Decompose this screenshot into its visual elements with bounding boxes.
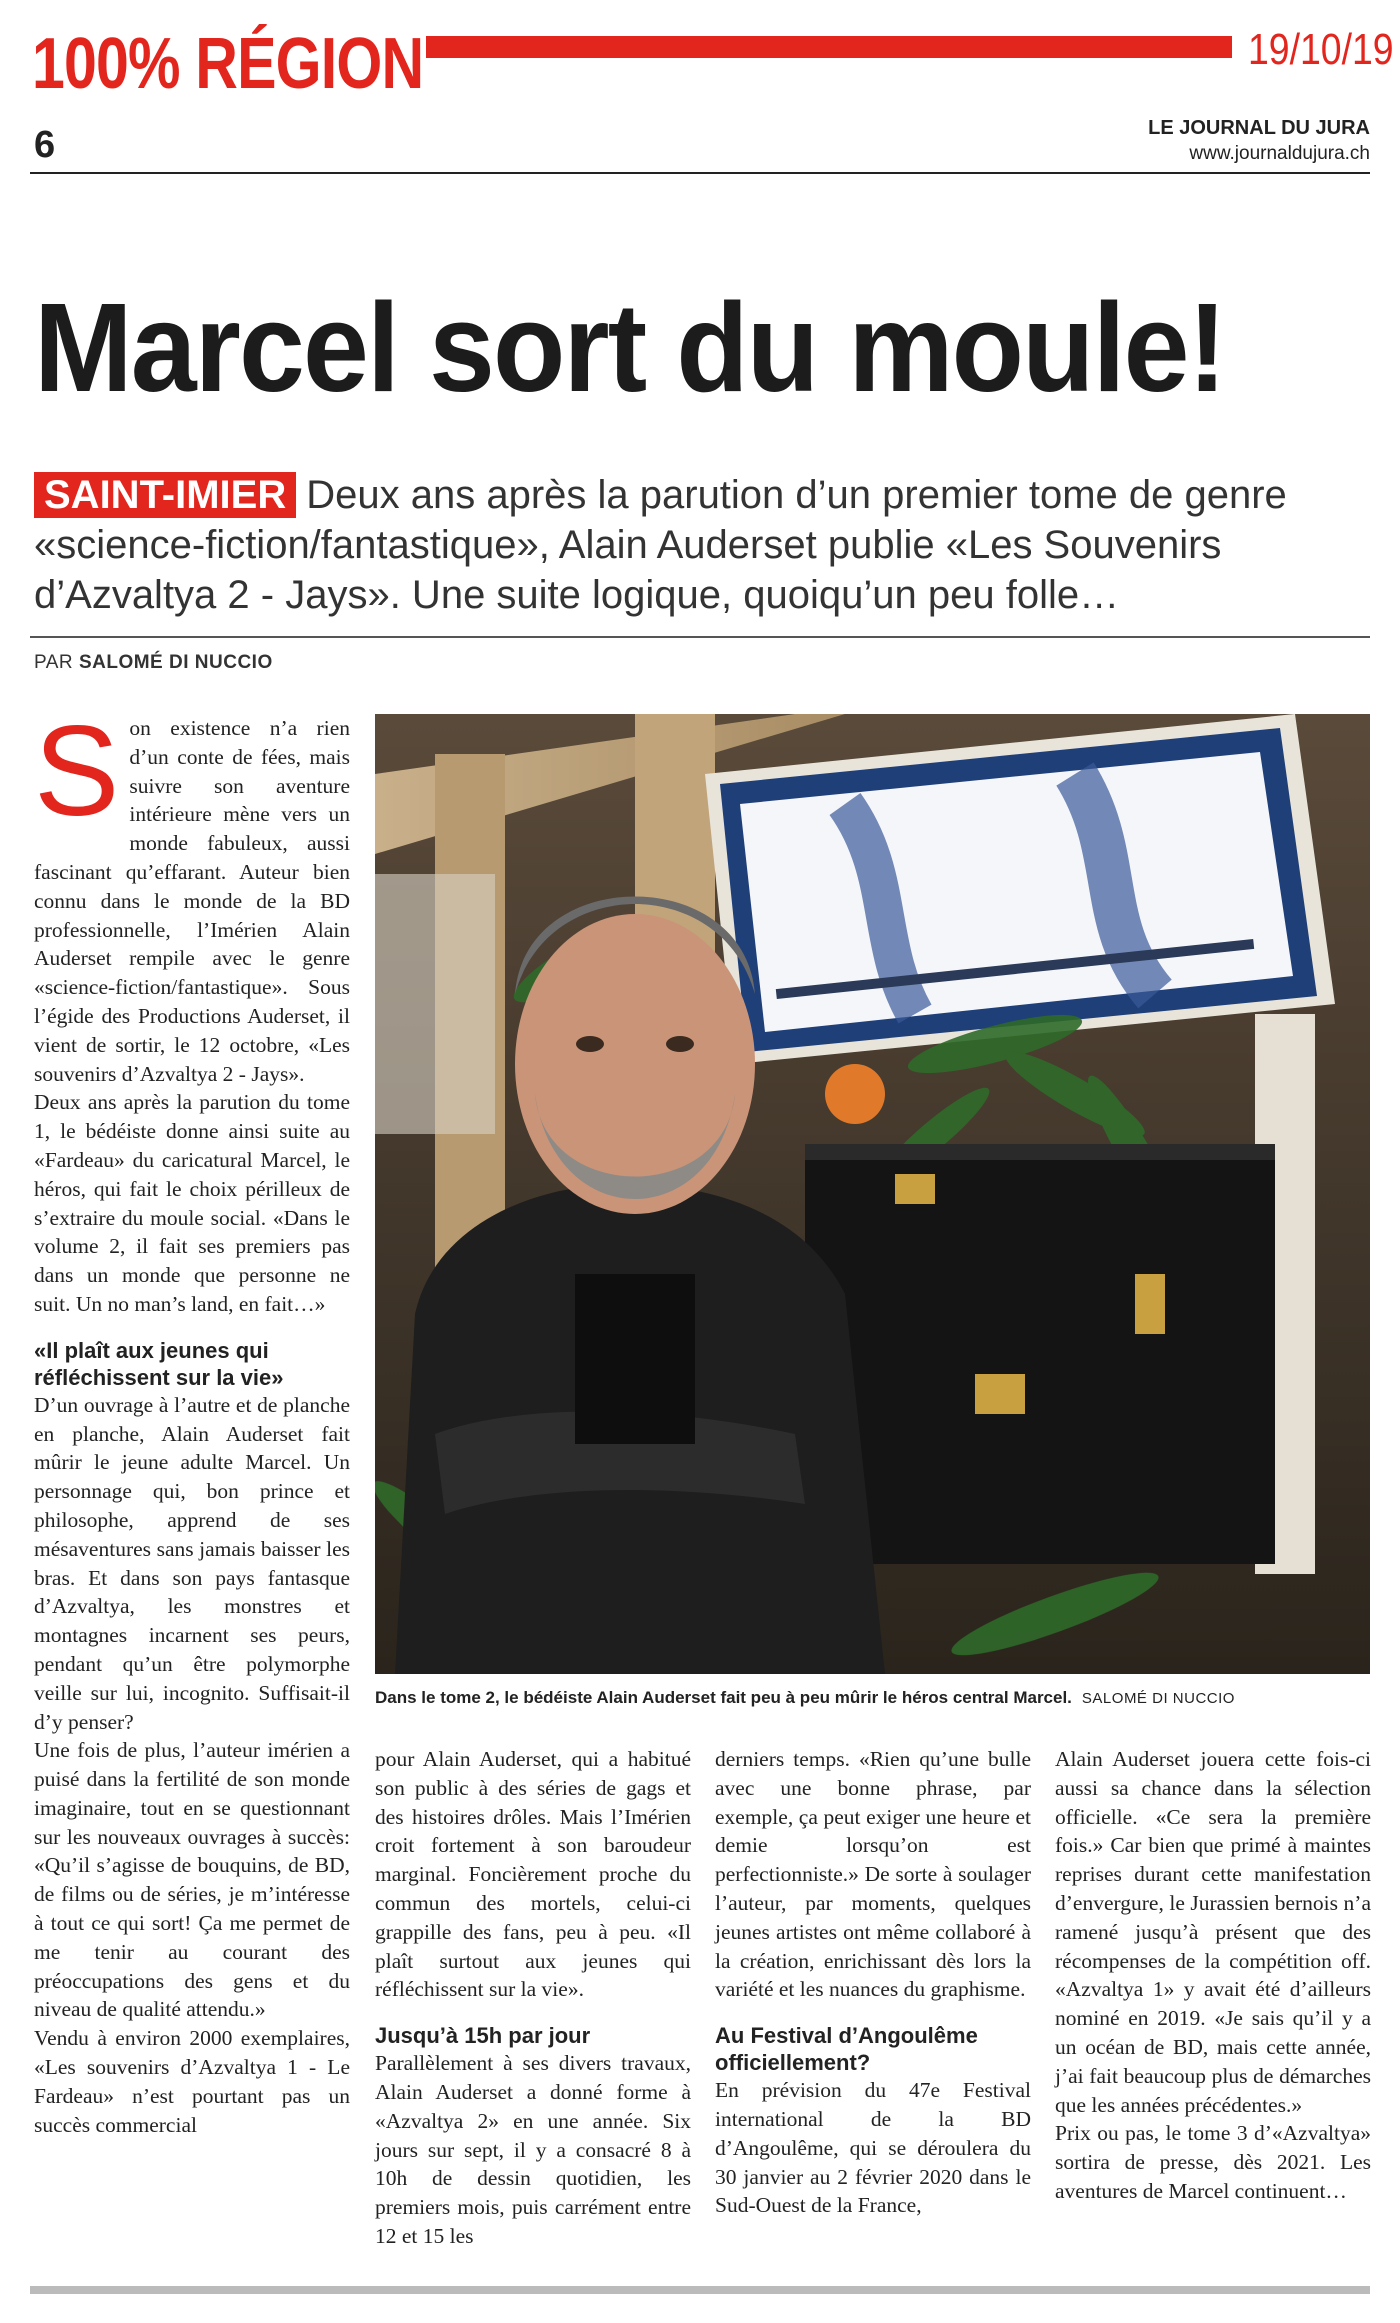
byline-prefix: PAR (34, 652, 74, 673)
paragraph: Deux ans après la parution du tome 1, le bédéiste donne ainsi suite au «Fardeau» du caricatural Marcel, le héros, qui fait le choix périlleux de s’extraire du moule social. «Dans le volume 2, il fait ses premiers pas dans un monde que personne ne suit. Un no man’s land, en fait…» (34, 1090, 350, 1316)
paragraph-text: on existence n’a rien d’un conte de fées, mais suivre son aventure intérieure mène vers un monde fabuleux, aussi fascinant qu’effarant. Auteur bien connu dans le monde de la BD professionnelle, l’Imérien Alain Auderset rempile avec le genre «science-fiction/fantastique». Sous l’égide des Productions Auderset, il vient de sortir, le 12 octobre, «Les souvenirs d’Azvaltya 2 - Jays». (34, 716, 350, 1086)
article-lead (34, 470, 1374, 620)
author-name: SALOMÉ DI NUCCIO (78, 652, 273, 673)
paragraph: Alain Auderset jouera cette fois-ci aussi sa chance dans la sélection officielle. «Ce sera la première fois.» Car bien que primé à maintes reprises durant cette manifestation d’envergure, le Jurassien bernois n’a ramené jusqu’à présent que des récompenses de la compétition off. «Azvaltya 1» y avait été d’ailleurs nominé en 2019. «Je sais qu’il y a un océan de BD, mais cette année, j’ai fait beaucoup plus de démarches que les années précédentes.» (1055, 1747, 1371, 2117)
paragraph: D’un ouvrage à l’autre et de planche en planche, Alain Auderset fait mûrir le jeune adulte Marcel. Un personnage qui, bon prince et philosophe, apprend de ses mésaventures sans jamais baisser les bras. Et dans son pays fantasque d’Azvaltya, les monstres et montagnes incarnent ses peurs, pendant qu’un être polymorphe veille sur lui, incognito. Suffisait-il d’y penser? (34, 1392, 350, 1734)
paragraph: Une fois de plus, l’auteur imérien a puisé dans la fertilité de son monde imaginaire, tout en se questionnant sur les nouveaux ouvrages à succès: «Qu’il s’agisse de bouquins, de BD, de films ou de séries, je m’intéresse à tout ce qui sort! Ça me permet de me tenir au courant des préoccupations des gens et du niveau de qualité attendu.» (34, 1738, 350, 2022)
lead-line-2: «science-fiction/fantastique», Alain Auderset publie «Les Souvenirs (34, 523, 1222, 567)
newspaper-website[interactable]: www.journaldujura.ch (1189, 143, 1370, 164)
paragraph: pour Alain Auderset, qui a habitué son public à des séries de gags et des histoires drôles. Mais l’Imérien croit fortement à son baroudeur marginal. Foncièrement proche du commun des mortels, celui-ci grappille des fans, peu à peu. «Il plaît surtout aux jeunes qui réfléchissent sur la vie». (375, 1747, 691, 2002)
byline (34, 652, 273, 674)
paragraph: Prix ou pas, le tome 3 d’«Azvaltya» sortira de presse, dès 2021. Les aventures de Marcel continuent… (1055, 2121, 1371, 2203)
framed-artwork (705, 714, 1335, 1064)
issue-date: 19/10/19 (1248, 25, 1394, 74)
article-column-3 (715, 1745, 1031, 2220)
paragraph (34, 700, 350, 1088)
lead-line-3: d’Azvaltya 2 - Jays». Une suite logique, quoiqu’un peu folle… (34, 573, 1120, 617)
orange-object (825, 1064, 885, 1124)
footer-divider (30, 2286, 1370, 2294)
lead-divider (30, 636, 1370, 638)
header-divider (30, 172, 1370, 174)
article-headline: Marcel sort du moule! (34, 277, 1226, 418)
paragraph: Parallèlement à ses divers travaux, Alain Auderset a donné forme à «Azvaltya 2» en une année. Six jours sur sept, il y a consacré 8 à 10h de dessin quotidien, les premiers mois, puis carrément entre 12 et 15 les (375, 2051, 691, 2248)
wooden-trunk (805, 1144, 1275, 1564)
subheading: «Il plaît aux jeunes qui réfléchissent sur la vie» (34, 1337, 284, 1390)
lead-text-1: Deux ans après la parution d’un premier tome de genre (306, 473, 1287, 517)
page-number: 6 (34, 124, 56, 166)
paragraph: En prévision du 47e Festival international de la BD d’Angoulême, qui se déroulera du 30 janvier au 2 février 2020 dans le Sud-Ouest de la France, (715, 2078, 1031, 2218)
location-kicker: SAINT-IMIER (34, 472, 296, 518)
caption-text: Dans le tome 2, le bédéiste Alain Auderset fait peu à peu mûrir le héros central Marcel. (375, 1688, 1072, 1707)
drop-cap: S (34, 700, 120, 843)
article-column-4 (1055, 1745, 1371, 2206)
subheading: Jusqu’à 15h par jour (375, 2023, 591, 2049)
article-column-2 (375, 1745, 691, 2251)
section-title: 100% RÉGION (32, 24, 424, 104)
newspaper-name: LE JOURNAL DU JURA (1148, 117, 1370, 139)
photo-illustration (375, 714, 1370, 1674)
header-red-bar (426, 36, 1232, 58)
photo-credit: SALOMÉ DI NUCCIO (1081, 1690, 1235, 1707)
paragraph: Vendu à environ 2000 exemplaires, «Les souvenirs d’Azvaltya 1 - Le Fardeau» n’est pourtant pas un succès commercial (34, 2026, 350, 2137)
article-column-1 (34, 700, 350, 2139)
lead-line-1 (34, 470, 1374, 520)
article-photo (375, 714, 1370, 1674)
photo-caption (375, 1688, 1370, 1708)
paragraph: derniers temps. «Rien qu’une bulle avec une bonne phrase, par exemple, ça peut exiger une heure et demie lorsqu’on est perfectionniste.» De sorte à soulager l’auteur, par moments, quelques jeunes artistes ont même collaboré à la création, enrichissant dès lors la variété et les nuances du graphisme. (715, 1747, 1031, 2002)
subheading: Au Festival d’Angoulême officiellement? (715, 2023, 978, 2076)
